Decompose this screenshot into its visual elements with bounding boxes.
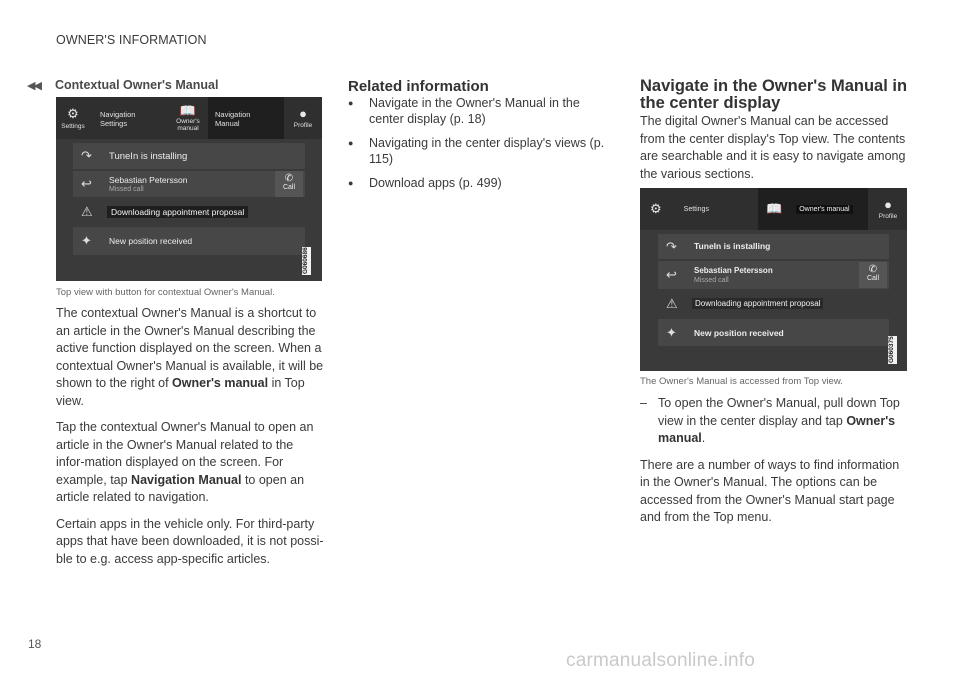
notification-appointment[interactable]: ⚠ Downloading appointment proposal bbox=[658, 291, 889, 317]
tunein-icon: ↷ bbox=[666, 239, 677, 254]
person-icon: ● bbox=[884, 197, 892, 212]
left-body bbox=[56, 305, 324, 577]
alert-calendar-icon: ⚠ bbox=[81, 204, 93, 219]
watermark: carmanualsonline.info bbox=[566, 650, 756, 671]
notification-position[interactable]: ✦ New position received bbox=[73, 227, 305, 255]
tile-profile[interactable]: ● Profile bbox=[293, 106, 313, 129]
screenshot-top-view bbox=[640, 188, 907, 371]
missed-call-icon: ↩ bbox=[666, 267, 677, 282]
phone-icon: ✆ bbox=[868, 264, 878, 275]
book-icon: 📖 bbox=[179, 103, 197, 118]
notification-missed-call[interactable]: ↩ Sebastian Petersson Missed call ✆ Call bbox=[73, 171, 305, 197]
section-title-contextual: Contextual Owner's Manual bbox=[55, 78, 219, 92]
double-chevron-left-icon[interactable]: ◀◀ bbox=[27, 80, 40, 92]
section-title-navigate: Navigate in the Owner's Manual in the center display bbox=[640, 77, 908, 112]
notification-position[interactable]: ✦ New position received bbox=[658, 319, 889, 346]
call-button[interactable]: ✆ Call bbox=[275, 171, 303, 197]
related-link-1[interactable]: ● Navigate in the Owner's Manual in the center display (p. 18) bbox=[348, 95, 618, 127]
paragraph-ways: There are a number of ways to find information in the Owner's Manual. The options can be accessed from the Owner's Manual start page and from the Top menu. bbox=[640, 457, 900, 524]
crosshair-icon: ✦ bbox=[81, 233, 92, 248]
related-information-list bbox=[348, 95, 618, 199]
tile-profile[interactable]: ● Profile bbox=[878, 197, 898, 220]
call-button[interactable]: ✆ Call bbox=[859, 262, 887, 288]
crosshair-icon: ✦ bbox=[666, 325, 677, 340]
paragraph-3: Certain apps in the vehicle only. For third-party apps that have been downloaded, it is not possi-ble to e.g. access app-specific articles. bbox=[56, 516, 324, 566]
tunein-icon: ↷ bbox=[81, 148, 92, 163]
notification-tunein[interactable]: ↷ TuneIn is installing bbox=[658, 234, 889, 259]
page-number: 18 bbox=[28, 637, 42, 651]
related-information-title: Related information bbox=[348, 78, 489, 95]
paragraph-1: The contextual Owner's Manual is a shortcut to an article in the Owner's Manual describing the active function displayed on the screen. When a contextual Owner's Manual is available, it will be shown to the right of Owner's manual in Top view. bbox=[56, 306, 324, 408]
related-link-3[interactable]: ● Download apps (p. 499) bbox=[348, 175, 618, 191]
phone-icon: ✆ bbox=[284, 173, 294, 184]
notification-appointment[interactable]: ⚠ Downloading appointment proposal bbox=[73, 199, 305, 225]
notification-missed-call[interactable]: ↩ Sebastian Petersson Missed call ✆ Call bbox=[658, 261, 889, 289]
right-intro: The digital Owner's Manual can be accessed from the center display's Top view. The contents are searchable and it is easy to navigate among the various sections. bbox=[640, 114, 906, 181]
alert-calendar-icon: ⚠ bbox=[666, 296, 678, 311]
person-icon: ● bbox=[299, 106, 307, 121]
notification-tunein[interactable]: ↷ TuneIn is installing bbox=[73, 143, 305, 169]
tile-navigation-manual[interactable]: Navigation Manual bbox=[208, 97, 284, 139]
running-header: OWNER'S INFORMATION bbox=[56, 33, 207, 47]
paragraph-2: Tap the contextual Owner's Manual to open an article in the Owner's Manual related to the infor-mation displayed on the screen. For example, tap Navigation Manual to open an article related to navigation. bbox=[56, 420, 314, 504]
figure-caption-left: Top view with button for contextual Owner's Manual. bbox=[56, 287, 275, 298]
tile-owners-manual[interactable]: 📖 Owner's manual bbox=[758, 188, 868, 230]
gear-icon: ⚙ bbox=[67, 105, 79, 121]
related-link-2[interactable]: ● Navigating in the center display's views (p. 115) bbox=[348, 135, 618, 167]
figure-caption-right: The Owner's Manual is accessed from Top view. bbox=[640, 376, 843, 387]
screenshot-top-view-contextual bbox=[56, 97, 322, 281]
missed-call-icon: ↩ bbox=[81, 176, 92, 191]
tile-settings[interactable]: ⚙ Settings bbox=[61, 105, 85, 130]
figure-code: G060686 bbox=[302, 247, 309, 275]
step-open-manual: – To open the Owner's Manual, pull down Top view in the center display and tap Owner's manual. bbox=[640, 395, 910, 448]
right-body bbox=[640, 395, 910, 536]
tile-navigation-settings[interactable]: Navigation Settings bbox=[100, 110, 136, 128]
tile-owners-manual[interactable]: 📖 Owner's manual bbox=[176, 103, 200, 132]
figure-code: G060375 bbox=[888, 336, 895, 364]
tile-settings[interactable]: ⚙ Settings bbox=[650, 201, 709, 216]
book-icon: 📖 bbox=[766, 201, 783, 216]
gear-icon: ⚙ bbox=[650, 201, 662, 216]
